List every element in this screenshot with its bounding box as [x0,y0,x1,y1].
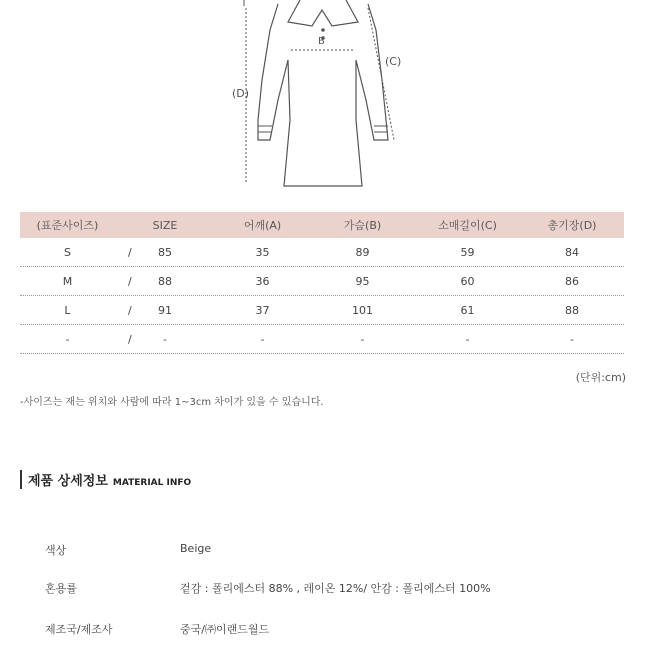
dress-illustration [0,0,648,200]
cell-sleeve: 59 [460,245,475,259]
header-shoulder: 어깨(A) [243,219,282,232]
cell-size-num: 88 [158,274,172,288]
table-row [20,267,624,296]
cell-shoulder: 36 [255,274,270,288]
size-note: -사이즈는 재는 위치와 사람에 따라 1~3cm 차이가 있을 수 있습니다. [20,397,324,408]
info-label-composition: 혼용률 [45,582,77,595]
header-chest: 가슴(B) [343,219,382,232]
size-table [20,212,624,354]
info-label-color: 색상 [45,544,67,557]
cell-size: - [65,332,70,346]
cell-length: 86 [565,274,579,288]
material-section-title [20,470,191,489]
cell-length: - [570,332,574,346]
table-row [20,238,624,267]
table-row [20,325,624,354]
header-standard-size: (표준사이즈) [36,219,99,232]
cell-size-num: - [163,332,167,346]
material-title-ko: 제품 상세정보 [28,474,108,489]
header-sleeve: 소매길이(C) [438,219,497,232]
unit-label: (단위:cm) [575,371,626,384]
material-title-en: MATERIAL INFO [112,478,192,488]
cell-sep: / [128,332,132,346]
cell-chest: - [360,332,365,346]
cell-size: L [64,303,71,317]
cell-length: 88 [565,303,579,317]
cell-sep: / [128,274,132,288]
info-value-composition: 겉감 : 폴리에스터 88% , 레이온 12%/ 안감 : 폴리에스터 100% [180,582,491,595]
info-value-origin: 중국/㈜이랜드월드 [180,623,270,636]
cell-size: M [62,274,73,288]
header-size: SIZE [152,218,178,232]
label-b: B [318,36,325,47]
info-value-color: Beige [180,542,212,555]
cell-shoulder: - [260,332,265,346]
cell-size: S [64,245,71,259]
cell-shoulder: 35 [255,245,270,259]
cell-sleeve: 61 [460,303,475,317]
cell-sep: / [128,245,132,259]
table-row [20,296,624,325]
cell-chest: 101 [352,303,373,317]
cell-shoulder: 37 [255,303,270,317]
size-table-header [20,212,624,238]
cell-chest: 89 [355,245,370,259]
dress-size-diagram [0,0,648,200]
cell-size-num: 85 [158,245,172,259]
cell-size-num: 91 [158,303,172,317]
cell-sep: / [128,303,132,317]
label-c: (C) [385,55,402,68]
info-label-origin: 제조국/제조사 [45,623,113,636]
cell-chest: 95 [355,274,370,288]
cell-length: 84 [565,245,579,259]
cell-sleeve: - [465,332,470,346]
cell-sleeve: 60 [460,274,475,288]
label-d: (D) [232,87,250,100]
header-length: 총기장(D) [547,219,597,232]
